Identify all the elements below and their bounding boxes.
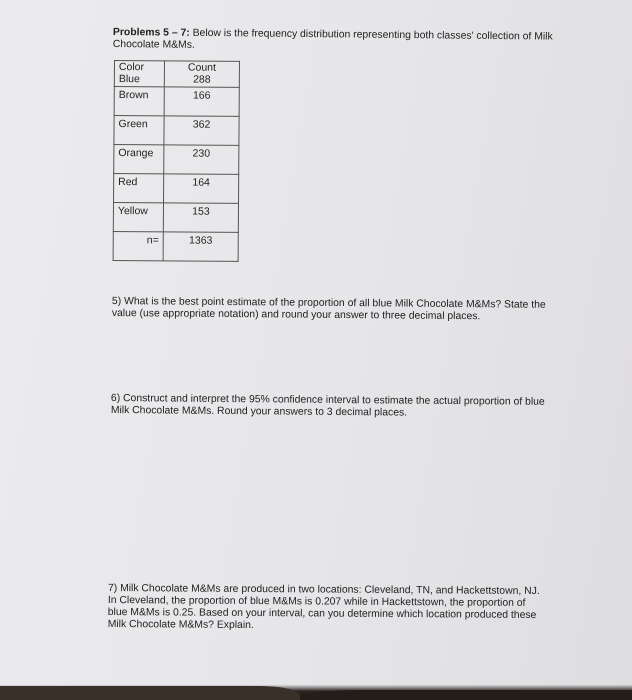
header-count-cell — [164, 61, 239, 88]
table-header-row — [114, 61, 239, 88]
intro-text: Below is the frequency distribution representing both classes' collection of Milk Chocolate M&Ms. — [112, 27, 553, 51]
table-row — [114, 87, 239, 117]
row-count: 153 — [163, 203, 238, 233]
total-label: n= — [113, 231, 163, 260]
question-5: 5) What is the best point estimate of the proportion of all blue Milk Chocolate M&Ms? State the value (use appropriate notation) and round your answer to three decimal places. — [111, 296, 546, 323]
header-color-cell — [114, 61, 164, 87]
table-total-row — [113, 231, 238, 261]
table-row — [114, 174, 239, 204]
header-count: Count — [187, 61, 217, 74]
row-color-blue: Blue — [118, 73, 140, 86]
table-row — [114, 145, 239, 175]
row-count: 166 — [164, 87, 239, 117]
row-color: Brown — [114, 87, 164, 116]
row-count: 362 — [164, 116, 239, 146]
table-row — [113, 203, 238, 233]
question-6: 6) Construct and interpret the 95% confidence interval to estimate the actual proportion of blue Milk Chocolate M&Ms. Round your answers to 3 decimal places. — [110, 393, 545, 419]
question-7: 7) Milk Chocolate M&Ms are produced in two locations: Cleveland, TN, and Hackettstown, NJ. In Cleveland, the proportion of blue M&Ms is 0.207 while in Hackettstown, the proportion of blue M&Ms is 0.25. Based on your interval, can you determine which location produced these Milk Chocolate M&Ms? Explain. — [107, 583, 540, 632]
row-color: Green — [114, 116, 164, 145]
row-color: Orange — [114, 145, 164, 174]
row-color: Yellow — [113, 203, 163, 232]
problems-label: Problems 5 – 7: — [112, 27, 190, 39]
row-count: 164 — [164, 174, 239, 204]
total-value: 1363 — [163, 232, 238, 262]
header-color: Color — [118, 61, 145, 74]
row-count-blue: 288 — [193, 73, 211, 86]
problems-intro — [113, 27, 563, 56]
row-count: 230 — [164, 145, 239, 175]
frequency-table — [113, 60, 240, 262]
desk-edge-left — [0, 686, 300, 700]
row-color: Red — [114, 174, 164, 203]
table-row — [114, 116, 239, 146]
desk-edge-right — [300, 690, 632, 700]
